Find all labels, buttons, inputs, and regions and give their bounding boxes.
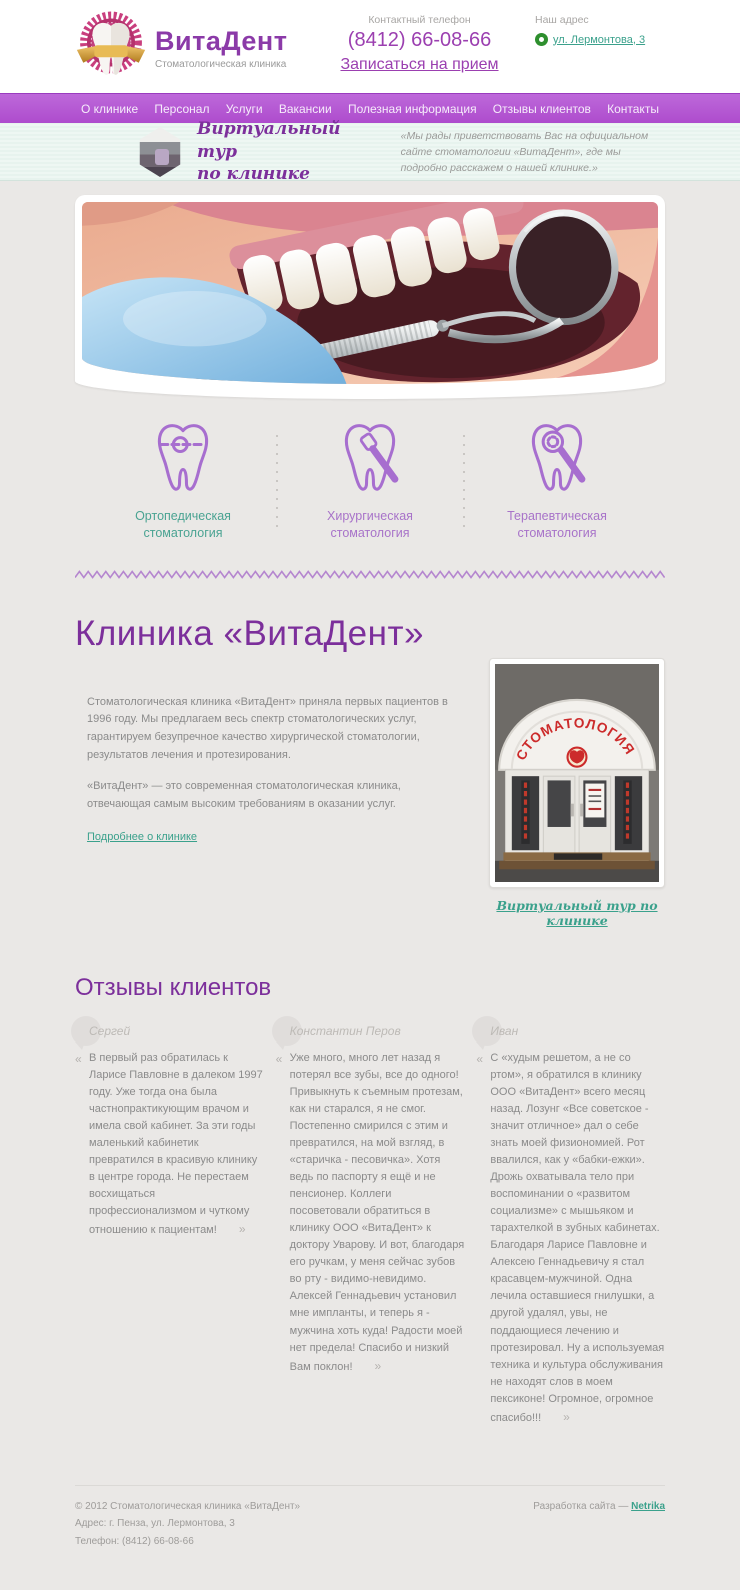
quote-open-icon: « — [476, 1051, 484, 1066]
credits-prefix: Разработка сайта — — [533, 1500, 632, 1512]
quote-open-icon: « — [75, 1051, 82, 1066]
dotted-divider — [463, 435, 465, 527]
about-more-link[interactable]: Подробнее о клинике — [87, 831, 198, 844]
review-item — [476, 1016, 665, 1427]
about-paragraph-2: «ВитаДент» — это современная стоматологическая клиника, отвечающая самым высоким требованиям в оказании услуг. — [87, 780, 401, 810]
footer-credits — [533, 1498, 665, 1551]
service-therapeutic-label-line1: Терапевтическая — [507, 509, 607, 523]
header-contact-block — [332, 14, 507, 74]
logo[interactable] — [75, 8, 287, 88]
clinic-entrance-image — [495, 664, 659, 882]
reviewer-name: Иван — [490, 1023, 519, 1038]
tour-banner — [0, 118, 740, 185]
service-orthopedic-label-line2: стоматология — [143, 525, 223, 540]
zigzag-divider — [75, 570, 665, 580]
service-surgical-label-line2: стоматология — [330, 525, 410, 540]
therapeutic-tooth-icon — [526, 421, 588, 493]
orthopedic-tooth-icon — [152, 421, 214, 493]
quote-close-icon: » — [374, 1358, 382, 1373]
review-text: С «худым решетом, а не со ртом», я обратился в клинику ООО «ВитаДент» всего месяц назад. Лозунг «Все советское - значит отличное» дал о себе знать моей физиономией. Рот ввалился, как у «бабки-ежки». Дрожь охватывала тело при воспоминании о «развитом социализме» с мышьяком и тарахтелкой в зубных кабинетах. Благодаря Ларисе Павловне и Алексею Геннадьевичу я стал красавцем-мужчиной. Одна лечила оставшиеся гнилушки, а другой удалял, увы, не поддающиеся лечению и протезировал. Ну а используемая техника и культура обслуживания не находят слов в моем пексиконе! Огромное, огромное спасибо!!! — [490, 1051, 665, 1424]
logo-tooth-badge-icon — [75, 8, 147, 88]
map-icon[interactable] — [535, 33, 548, 46]
nav-item-about[interactable]: О клинике — [81, 102, 139, 116]
footer — [75, 1485, 665, 1590]
service-therapeutic-label-line2: стоматология — [517, 525, 597, 540]
phone-number: (8412) 66-08-66 — [347, 29, 492, 51]
about-paragraph-1: Стоматологическая клиника «ВитаДент» приняла первых пациентов в 1996 году. Мы предлагаем весь спектр стоматологических услуг, гарантируем безупречное качество хирургической стоматологии, результатов лечения и протезирования. — [87, 695, 448, 761]
hero-photo — [82, 202, 658, 384]
footer-phone: Телефон: (8412) 66-08-66 — [75, 1535, 194, 1547]
tour-title-line1: Виртуальный тур — [197, 118, 341, 162]
dotted-divider — [276, 435, 278, 527]
hero-card — [75, 195, 665, 399]
nav-item-info[interactable]: Полезная информация — [347, 102, 477, 116]
address-label: Наш адрес — [535, 14, 589, 26]
review-text: Уже много, много лет назад я потерял все зубы, все до одного! Привыкнуть к съемным протезам, как ни старался, я не смог. Постепенно смирился с этим и превратился, на мой взгляд, в «старичка - песовичка». Хотя ведь по паспорту я ещё и не пенсионер. Коллеги посоветовали обратиться в клинику ООО «ВитаДент» к доктору Уварову. И вот, благодаря его ручкам, у меня сейчас зубов во рту - видимо-невидимо. Алексей Геннадьевич установил мне импланты, и теперь я - мужчина хоть куда! Радости моей нет предела! Спасибо и низкий Вам поклон! — [289, 1051, 465, 1373]
main-content — [0, 195, 740, 1590]
service-therapeutic[interactable] — [477, 421, 637, 542]
appointment-link[interactable]: Записаться на прием — [340, 56, 499, 73]
tour-banner-title[interactable] — [197, 118, 375, 187]
service-surgical-label-line1: Хирургическая — [327, 509, 413, 523]
reviews-row — [75, 1016, 665, 1427]
review-text: В первый раз обратилась к Ларисе Павловне в далеком 1997 году. Уже тогда она была частнопрактикующим врачом и имела свой кабинет. За эти годы маленький кабинетик превратился в красивую клинику в центре города. Не перестаем восхищаться профессионализмом и чуткому отношению к пациентам! — [89, 1051, 263, 1237]
tour-banner-quote: «Мы рады приветствовать Вас на официальном сайте стоматологии «ВитаДент», где мы подробно расскажем о нашей клинике.» — [400, 129, 649, 175]
nav-item-contacts[interactable]: Контакты — [607, 102, 659, 116]
nav-item-vacancies[interactable]: Вакансии — [278, 102, 332, 116]
service-surgical[interactable] — [290, 421, 450, 542]
reviews-heading: Отзывы клиентов — [75, 973, 272, 1001]
entrance-sign-text: СТОМАТОЛОГИЯ — [513, 715, 638, 763]
logo-title: ВитаДент — [155, 26, 288, 56]
phone-label: Контактный телефон — [368, 14, 471, 26]
footer-copyright: © 2012 Стоматологическая клиника «ВитаДент» — [75, 1500, 301, 1512]
address-link[interactable]: ул. Лермонтова, 3 — [553, 33, 646, 46]
review-item — [276, 1016, 465, 1427]
nav-item-reviews[interactable]: Отзывы клиентов — [492, 102, 591, 116]
about-section — [75, 658, 665, 930]
logo-text — [155, 26, 287, 70]
service-orthopedic[interactable] — [103, 421, 263, 542]
services-row — [75, 421, 665, 542]
tour-title-line2: по клинике — [197, 164, 310, 185]
header — [0, 0, 740, 93]
quote-open-icon: « — [275, 1051, 283, 1066]
review-item — [75, 1016, 264, 1427]
reviewer-name: Константин Перов — [289, 1023, 401, 1038]
virtual-tour-link[interactable]: Виртуальный тур по клинике — [496, 897, 658, 928]
footer-address: Адрес: г. Пенза, ул. Лермонтова, 3 — [75, 1518, 235, 1530]
service-orthopedic-label-line1: Ортопедическая — [135, 509, 231, 523]
nav-item-services[interactable]: Услуги — [225, 102, 263, 116]
about-heading: Клиника «ВитаДент» — [75, 613, 424, 653]
nav-item-staff[interactable]: Персонал — [154, 102, 210, 116]
quote-close-icon: » — [238, 1222, 246, 1237]
surgical-tooth-icon — [339, 421, 401, 493]
quote-close-icon: » — [563, 1409, 570, 1424]
header-address-block — [535, 14, 665, 46]
logo-subtitle: Стоматологическая клиника — [155, 59, 287, 70]
clinic-entrance-photo[interactable] — [489, 658, 665, 888]
credits-link[interactable]: Netrika — [631, 1500, 665, 1512]
tour-thumbnail[interactable] — [137, 127, 183, 177]
reviewer-name: Сергей — [89, 1023, 131, 1038]
